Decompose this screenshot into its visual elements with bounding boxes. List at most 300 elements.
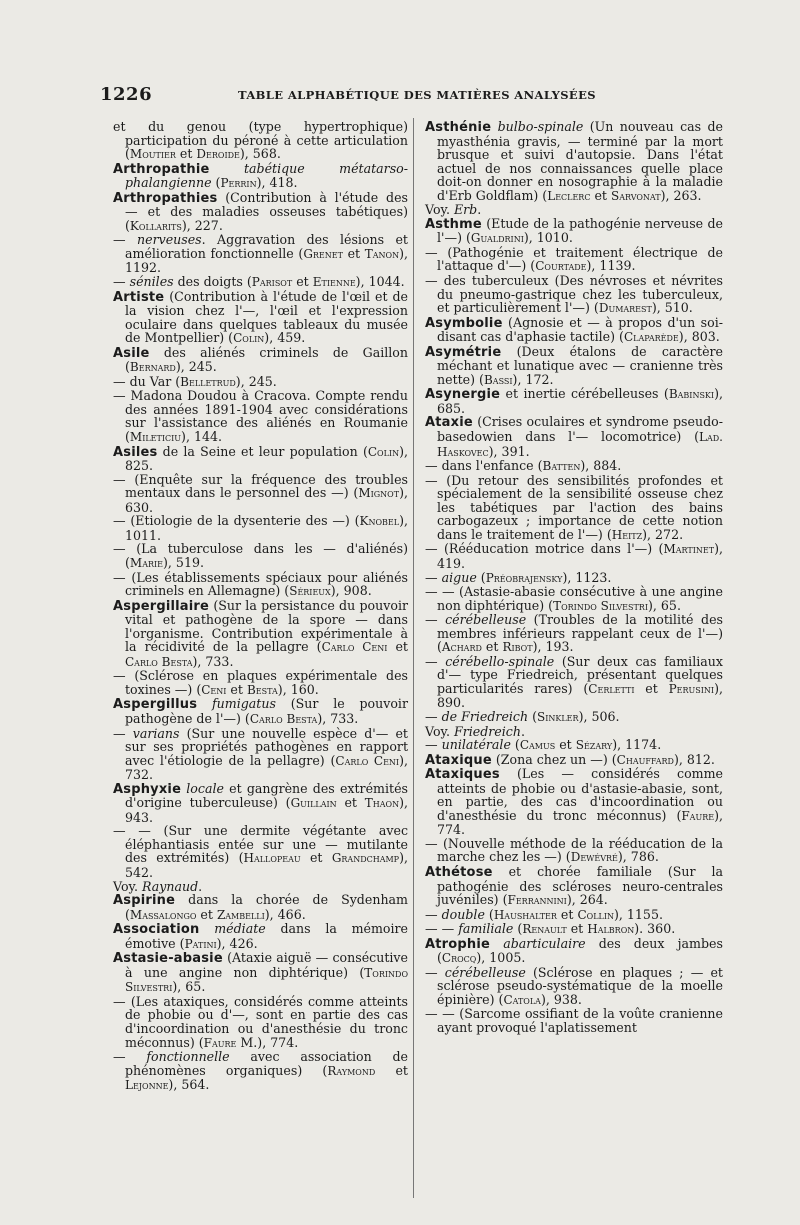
entry-text: — [113,232,137,248]
entry-text: — (Etiologie de la dysenterie des —) ( [113,513,360,529]
index-entry [113,922,408,951]
entry-heading: Asphyxie [113,781,182,797]
index-entry [113,275,408,290]
author-name: Cerletti [588,681,635,696]
entry-italic: séniles [129,274,174,290]
entry-text: ), 1192. [125,245,408,276]
entry-heading: Asymbolie [425,315,503,331]
author-name: Faure [681,808,715,823]
author-name: Lejonne [125,1078,169,1093]
entry-text: ), 733. [317,710,359,726]
author-name: Moutier [129,147,176,162]
index-entry [113,514,408,542]
index-entry [425,246,723,274]
entry-text: ), 245. [175,359,217,375]
index-entry [113,290,408,346]
entry-text: — (Sclérose en plaques expérimentale des toxines —) ( [113,668,408,697]
index-entry [425,459,723,474]
entry-text: — [425,964,445,980]
index-entry [425,203,723,217]
author-name: Halbron [587,922,635,937]
author-name: Etienne [312,275,356,290]
entry-text: ), 630. [125,485,408,515]
entry-text: (Un nouveau cas de myasthénia gravis, — terminé par la mort brusque et suivi d'autopsie. Dans l'état actuel de nos connaissances quelle place doit-on donner en nosographie à la maladie d'Erb Goldflam) ( [437,119,723,203]
entry-text: ), 825. [125,443,408,474]
entry-text: — (Nouvelle méthode de la rééducation de la marche chez les —) ( [425,835,723,865]
entry-italic: cérébelleuse [445,612,527,628]
author-name: Colin [233,331,265,346]
index-entry [113,893,408,922]
entry-text: ), 1139. [586,258,636,274]
entry-text: (Deux étalons de caractère méchant et lunatique avec — cranienne très nette) ( [437,343,723,387]
index-entry [113,824,408,879]
entry-text [490,936,503,951]
entry-italic: nerveuses [137,232,202,248]
entry-text: — (La tuberculose dans les — d'aliénés) ( [113,541,408,570]
entry-text: ( [476,569,486,585]
index-entry [425,966,723,1008]
entry-italic: familiale [458,921,514,937]
author-name: Belletrud [180,374,236,389]
entry-italic: varians [132,725,180,741]
entry-text: ), 884. [580,458,622,474]
author-name: Torindo Silvestri [125,965,408,995]
author-name: Raymond [327,1063,376,1078]
column-divider [413,118,414,1198]
entry-text: ), 459. [264,330,306,346]
author-name: Sézary [575,738,613,753]
entry-text: dans la chorée de Sydenham ( [125,892,408,922]
entry-text: (Sur la persistance du pouvoir vital et pathogène de la spore — dans l'organisme. Contribution expérimentale à la récidivité de la pellagre ( [125,597,408,655]
entry-text: ), 510. [651,300,693,316]
entry-text: ), 263. [660,187,702,203]
entry-italic: médiate [214,921,266,937]
index-entry [425,387,723,415]
entry-text: et [375,1062,408,1078]
entry-text: ), 144. [181,429,223,445]
author-name: Babinski [668,387,715,402]
entry-text: ), 245. [235,373,277,389]
entry-text: Voy. [425,202,454,218]
index-entry [425,120,723,203]
author-name: Grandchamp [331,851,400,866]
index-entry [113,542,408,570]
entry-text: ), 542. [125,850,408,880]
entry-text: et [226,681,247,697]
entry-text: (Contribution à l'étude de l'œil et de la vision chez l'—, l'œil et l'expression oculaire dans quelques tableaux du musée de Montpellier) ( [125,288,408,346]
author-name: Besta [246,682,278,697]
author-name: Carlo Besta [125,654,193,669]
author-name: Kollarits [129,218,182,233]
entry-heading: Ataxique [425,752,492,768]
entry-text: et inertie cérébelleuses ( [500,386,669,402]
author-name: Dumarest [598,301,652,316]
index-entry [425,767,723,837]
author-name: Carlo Ceni [321,640,388,655]
entry-italic: tabétique métatarso-phalangienne [125,160,408,191]
entry-text: — [425,569,442,585]
author-name: Faure [203,1035,237,1050]
entry-text: — — (Sarcome ossifiant de la voûte cranienne ayant provoqué l'aplatissement [425,1006,723,1035]
entry-text: (Sur deux cas familiaux d'— type Friedreich, présentant quelques particularités rares) ( [437,653,723,696]
author-name: Bernard [129,360,176,375]
author-name: Gualdrini [470,231,524,246]
author-name: Knobel [359,514,400,529]
entry-text: — (Du retour des sensibilités profondes et spécialement de la sensibilité osseuse chez les tabétiques par l'action des bains carbogazeux ; importance de cette notion dans le traitement de l'—) ( [425,472,723,542]
entry-text: — Madona Doudou à Cracova. Compte rendu des années 1891-1904 avec considérations sur l'assistance des aliénés en Roumanie ( [113,388,408,445]
author-name: Ceni [201,682,227,697]
author-name: Colin [367,444,400,459]
author-name: Mileticiu [129,430,182,445]
entry-text: . [477,202,482,218]
entry-text: et [590,187,611,203]
entry-italic: cérébello-spinale [445,653,555,669]
entry-text: et [481,639,503,655]
index-entry [113,389,408,444]
entry-text: des deux jambes ( [437,935,723,966]
index-entry [425,345,723,388]
author-name: Patini [184,936,217,951]
author-name: Collin [577,907,614,922]
author-name: Renault [522,922,567,937]
entry-text: ), 264. [566,892,608,908]
entry-heading: Athétose [425,864,493,880]
entry-text: ), 908. [330,583,372,599]
entry-text: ), 1123. [562,569,612,585]
entry-italic: fumigatus [212,696,276,712]
entry-heading: Asynergie [425,387,501,403]
entry-text: et chorée familiale (Sur la pathogénie des scléroses neuro-centrales juvéniles) ( [437,863,723,908]
author-name: Perrin [220,176,257,191]
index-entry [113,995,408,1050]
index-entry [425,585,723,613]
entry-text: et [555,737,576,753]
entry-heading: Asthénie [425,120,492,135]
entry-italic: de Friedreich [441,708,529,724]
author-name: Grenet [303,246,343,261]
entry-italic: cérébelleuse [444,964,526,980]
entry-italic: Erb [453,202,478,218]
author-name: Camus [519,738,556,753]
entry-text: — du Var ( [113,373,181,389]
author-name: Dewévré [570,850,618,865]
entry-text: ), 391. [488,443,530,459]
author-name: Hallopeau [243,851,301,866]
author-name: Guillain [290,796,337,811]
entry-text: ( [513,921,523,937]
entry-text: et [292,274,313,290]
author-name: Ferrannini [507,893,567,908]
entry-italic: aigue [441,569,477,585]
right-column [425,120,723,1035]
entry-text: . [520,723,525,739]
index-entry [113,951,408,995]
entry-text: ), 733. [192,653,234,669]
index-entry [425,753,723,768]
entry-text: ), 803. [678,329,720,345]
author-name: Sarvonat [610,188,661,203]
entry-heading: Asthme [425,216,482,232]
entry-text: de la Seine et leur population ( [157,443,368,459]
entry-text: — [425,708,442,724]
index-entry [113,346,408,375]
entry-text: ), 1155. [613,906,663,922]
entry-text: (Zona chez un —) ( [491,751,617,767]
entry-heading: Aspergillus [113,697,198,713]
author-name: Marie [129,555,164,570]
author-name: Lad. Haskovec [437,430,723,459]
entry-italic: bulbo-spinale [497,119,584,134]
entry-text: ), 418. [256,175,298,191]
index-entry [113,880,408,894]
author-name: Heitz [611,527,643,542]
entry-text: avec association de phénomènes organiques) ( [125,1049,408,1078]
entry-heading: Ataxie [425,415,473,431]
entry-heading: Ataxiques [425,767,500,783]
entry-text: — [425,653,446,669]
entry-text: et [387,639,408,655]
entry-text: Voy. [113,878,142,894]
author-name: Ribot [502,640,533,655]
entry-text: — (Rééducation motrice dans l'—) ( [425,541,664,557]
entry-text: ( [510,737,520,753]
index-entry [113,1050,408,1093]
index-entry [113,599,408,670]
index-entry [425,908,723,923]
entry-text: ), 685. [437,386,723,416]
entry-text [197,696,212,711]
entry-text: ), 786. [617,849,659,865]
entry-text: (Etude de la pathogénie nerveuse de l'—) ( [437,215,723,246]
entry-text: (Sclérose en plaques ; — et sclérose pseudo-systématique de la moelle épinière) ( [437,964,723,1007]
entry-text: et [300,850,332,866]
index-entry [425,725,723,739]
author-name: Crocq [441,951,477,966]
entry-text: (Crises oculaires et syndrome pseudo-basedowien dans l'— locomotrice) ( [437,414,723,445]
entry-text: — [425,737,442,753]
index-entry [113,162,408,191]
entry-heading: Artiste [113,289,165,305]
author-name: Thaon [364,796,400,811]
page-header [100,84,720,106]
entry-text: ), 890. [437,680,723,711]
index-entry [113,473,408,515]
author-name: Catola [503,992,541,1007]
entry-text: M.), 774. [236,1034,299,1050]
entry-text: . Aggravation des lésions et amélioration fonctionnelle ( [125,232,408,261]
entry-text: ). 360. [634,921,676,937]
entry-italic: fonctionnelle [146,1049,230,1065]
author-name: Torindo Silvestri [553,598,648,613]
entry-italic: double [441,906,485,922]
author-name: Leclerc [547,188,591,203]
author-name: Carlo Besta [249,711,318,726]
entry-text: ( [211,175,221,191]
entry-text: — [425,612,446,628]
author-name: Courtade [535,259,587,274]
entry-text: ), 564. [168,1077,210,1093]
author-name: Haushalter [493,907,557,922]
entry-text: et [556,906,578,922]
entry-italic: unilatérale [441,737,511,753]
entry-text: — des tuberculeux (Des névroses et névrites du pneumo-gastrique chez les tuberculeux, et particulièrement l'—) ( [425,273,723,316]
author-name: Martinet [663,542,715,557]
index-entry [113,727,408,782]
entry-text: — — [425,921,459,937]
entry-text: et gangrène des extrémités d'origine tuberculeuse) ( [125,780,408,811]
index-entry [425,655,723,710]
entry-text: dans la mémoire émotive ( [125,921,408,951]
author-name: Achard [441,640,482,655]
entry-text: (Ataxie aiguë — consécutive à une angine non diphtérique) ( [125,950,408,980]
author-name: Claparède [623,330,679,345]
entry-text: ), 774. [437,807,723,838]
entry-heading: Asiles [113,444,158,460]
index-entry [425,922,723,937]
index-entry [425,937,723,966]
entry-text: ), 943. [125,795,408,825]
index-entry [425,710,723,725]
entry-text: (Les — considérés comme atteints de phobie ou d'astasie-abasie, sont, en partie, des cas d'incoordination ou d'anesthésie du tronc méconnus) ( [437,766,723,823]
author-name: Carlo Ceni [335,753,400,768]
entry-text: ), 227. [181,217,223,233]
left-column [113,120,408,1093]
entry-text: des doigts ( [173,274,252,290]
entry-text: ), 1044. [355,274,405,290]
index-entry [113,445,408,473]
index-entry [425,474,723,543]
author-name: Massalongo [129,907,197,922]
author-name: Préobrajensky [485,570,563,585]
entry-text: et du genou (type hypertrophique) participation du péroné à cette articulation ( [113,119,408,162]
entry-italic: Friedreich [453,723,521,739]
index-entry [425,738,723,753]
index-entry [425,865,723,908]
entry-text: — [113,1049,147,1065]
index-entry [425,1007,723,1034]
entry-text: ( [528,708,538,724]
entry-text: ), 568. [239,146,281,162]
running-title: TABLE ALPHABÉTIQUE DES MATIÈRES ANALYSÉES [238,88,596,102]
index-entry [113,375,408,390]
index-entry [425,837,723,865]
author-name: Deroide [196,147,240,162]
entry-text: — dans l'enfance ( [425,458,543,474]
entry-text: (Agnosie et — à propos d'un soi-disant cas d'aphasie tactile) ( [437,314,723,345]
entry-text: ), 65. [648,597,681,613]
entry-text: ), 160. [277,681,319,697]
index-entry [425,542,723,570]
entry-text: ), 426. [216,935,258,951]
entry-text [210,161,244,176]
index-entry [425,316,723,345]
entry-text: — (Les ataxiques, considérés comme atteints de phobie ou d'—, sont en partie des cas d'incoordination ou d'anesthésie du tronc méconnus) ( [113,993,408,1050]
index-entry [425,415,723,459]
entry-text: des aliénés criminels de Gaillon ( [125,344,408,375]
entry-italic: abarticulaire [503,935,586,951]
entry-text: ), 732. [125,752,408,783]
entry-text: et [175,146,197,162]
entry-text: — (Pathogénie et traitement électrique de l'attaque d'—) ( [425,244,723,274]
index-entry [425,571,723,586]
entry-heading: Arthropathies [113,190,218,206]
author-name: Zambelli [216,907,265,922]
author-name: Parisot [251,275,293,290]
author-name: Chauffard [616,752,674,767]
entry-text: ), 419. [437,541,723,571]
entry-text: — — (Sur une dermite végétante avec éléphantiasis entée sur une — mutilante des extrémités) ( [113,823,408,866]
entry-text: — (Les établissements spéciaux pour aliénés criminels en Allemagne) ( [113,569,408,599]
index-entry [113,233,408,275]
entry-heading: Arthropathie [113,161,210,177]
entry-text: — — (Astasie-abasie consécutive à une angine non diphtérique) ( [425,584,723,613]
entry-text: . [198,878,203,894]
entry-heading: Association [113,922,200,938]
entry-text: — [425,906,442,922]
entry-text: ), 1010. [523,230,573,246]
author-name: Sérieux [289,584,331,599]
entry-text: — [113,274,130,290]
author-name: Bassi [483,372,513,387]
entry-text: ), 519. [163,554,204,570]
author-name: Sinkler [537,709,579,724]
entry-text: et [634,680,669,696]
author-name: Mignot [358,486,400,501]
entry-text: et [342,245,365,261]
entry-text: ), 466. [264,906,306,922]
index-entry [113,571,408,599]
author-name: Batten [542,459,581,474]
entry-heading: Asile [113,345,150,361]
index-entry [113,191,408,234]
entry-text: ), 938. [540,991,582,1007]
entry-heading: Asymétrie [425,344,502,360]
index-entry [113,697,408,726]
author-name: Tanon [364,246,400,261]
entry-text: ), 1005. [476,950,526,966]
entry-text: — [113,725,133,741]
index-entry [425,274,723,316]
entry-text: et [196,906,217,922]
entry-text: et [566,921,588,937]
entry-text: et [336,795,365,811]
entry-heading: Astasie-abasie [113,951,223,967]
entry-italic: Raynaud [141,878,199,894]
entry-heading: Aspirine [113,893,176,909]
index-entry [425,217,723,246]
entry-text: ), 812. [673,751,715,767]
page-number: 1226 [100,84,153,105]
index-entry [113,120,408,162]
entry-text: — (Enquête sur la fréquence des troubles mentaux dans le personnel des —) ( [113,471,408,501]
entry-text: ), 272. [642,526,684,542]
entry-text: ), 1174. [612,737,662,753]
index-entry [113,669,408,697]
entry-text: (Troubles de la motilité des membres inférieurs rappelant ceux de l'—) ( [437,612,723,655]
entry-italic: locale [186,780,224,796]
entry-text: (Sur une nouvelle espèce d'— et sur ses propriétés pathogènes en rapport avec l'étiologie de la pellagre) ( [125,725,408,768]
entry-text: ( [484,906,494,922]
entry-text: ), 193. [532,639,574,655]
entry-text [199,921,214,936]
entry-text: ), 1011. [125,513,408,543]
author-name: Perusini [668,681,715,696]
entry-text: ), 65. [172,979,206,995]
index-entry [113,782,408,825]
entry-text: (Sur le pouvoir pathogène de l'—) ( [125,696,408,726]
entry-text: ), 172. [512,371,554,387]
entry-text: Voy. [425,723,454,739]
